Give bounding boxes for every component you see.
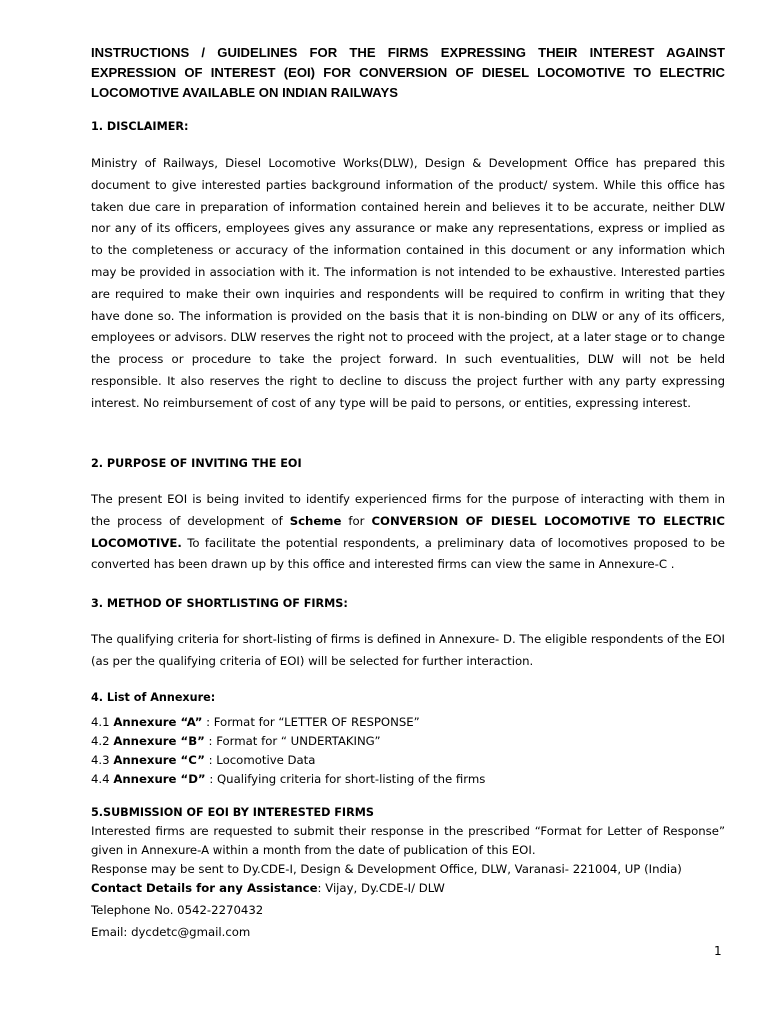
annexure-desc: : Format for “LETTER OF RESPONSE” xyxy=(202,715,420,729)
annexure-name: Annexure “B” xyxy=(113,734,205,748)
section-1-heading: 1. DISCLAIMER: xyxy=(91,120,189,133)
section-3-body: The qualifying criteria for short-listing of firms is defined in Annexure- D. The eligible respondents of the EOI (as per the qualifying criteria of EOI) will be selected for further interaction. xyxy=(91,632,725,668)
annexure-item-b xyxy=(91,732,731,751)
response-address: Response may be sent to Dy.CDE-I, Design & Development Office, DLW, Varanasi- 221004, UP (India) xyxy=(91,862,682,876)
annexure-desc: : Qualifying criteria for short-listing of the firms xyxy=(205,772,486,786)
annexure-num: 4.4 xyxy=(91,772,114,786)
section-4-heading: 4. List of Annexure: xyxy=(91,691,216,704)
section-2-text-for: for xyxy=(341,513,372,528)
annexure-name: Annexure “C” xyxy=(113,753,205,767)
section-3-heading: 3. METHOD OF SHORTLISTING OF FIRMS: xyxy=(91,597,348,610)
annexure-item-a xyxy=(91,713,731,732)
email-address: Email: dycdetc@gmail.com xyxy=(91,925,251,939)
section-5-body: Interested firms are requested to submit their response in the prescribed “Format for Letter of Response” given in Annexure-A within a month from the date of publication of this EOI. xyxy=(91,824,725,857)
scheme-label: Scheme xyxy=(289,513,342,528)
annexure-list xyxy=(91,713,731,789)
conversion-label: CONVERSION OF DIESEL LOCOMOTIVE TO ELECTRIC LOCOMOTIVE. xyxy=(91,513,725,550)
annexure-name: Annexure “D” xyxy=(113,772,206,786)
document-title: INSTRUCTIONS / GUIDELINES FOR THE FIRMS EXPRESSING THEIR INTEREST AGAINST EXPRESSION OF INTEREST (EOI) FOR CONVERSION OF DIESEL LOCOMOTIVE TO ELECTRIC LOCOMOTIVE AVAILABLE ON INDIAN RAILWAYS xyxy=(91,45,725,100)
section-1-body: Ministry of Railways, Diesel Locomotive Works(DLW), Design & Development Office has prepared this document to give interested parties background information of the product/ system. While this office has taken due care in preparation of information contained herein and believes it to be accurate, neither DLW nor any of its officers, employees gives any assurance or make any representations, express or implied as to the completeness or accuracy of the information contained in this document or any information which may be provided in association with it. The information is not intended to be exhaustive. Interested parties are required to make their own inquiries and respondents will be required to confirm in writing that they have done so. The information is provided on the basis that it is non-binding on DLW or any of its officers, employees or advisors. DLW reserves the right not to proceed with the project, at a later stage or to change the process or procedure to take the project forward. In such eventualities, DLW will not be held responsible. It also reserves the right to decline to discuss the project further with any party expressing interest. No reimbursement of cost of any type will be paid to persons, or entities, expressing interest. xyxy=(91,156,725,410)
annexure-num: 4.1 xyxy=(91,715,114,729)
page-number: 1 xyxy=(714,944,722,958)
section-2-heading: 2. PURPOSE OF INVITING THE EOI xyxy=(91,457,302,470)
section-2-text-2: To facilitate the potential respondents, a preliminary data of locomotives proposed to be converted has been drawn up by this office and interested firms can view the same in Annexure-C . xyxy=(91,535,725,572)
section-5-heading: 5.SUBMISSION OF EOI BY INTERESTED FIRMS xyxy=(91,806,374,819)
annexure-name: Annexure “A” xyxy=(113,715,203,729)
contact-label: Contact Details for any Assistance xyxy=(91,881,318,895)
section-2-body xyxy=(91,489,725,576)
annexure-item-d xyxy=(91,770,731,789)
telephone-number: Telephone No. 0542-2270432 xyxy=(91,903,264,917)
annexure-num: 4.2 xyxy=(91,734,114,748)
contact-value: : Vijay, Dy.CDE-I/ DLW xyxy=(317,881,445,895)
annexure-item-c xyxy=(91,751,731,770)
contact-details xyxy=(91,879,731,898)
section-2-text-1: The present EOI is being invited to identify experienced firms for the purpose of interacting with them in the process of development of xyxy=(91,492,725,528)
annexure-num: 4.3 xyxy=(91,753,114,767)
annexure-desc: : Format for “ UNDERTAKING” xyxy=(204,734,381,748)
annexure-desc: : Locomotive Data xyxy=(204,753,316,767)
